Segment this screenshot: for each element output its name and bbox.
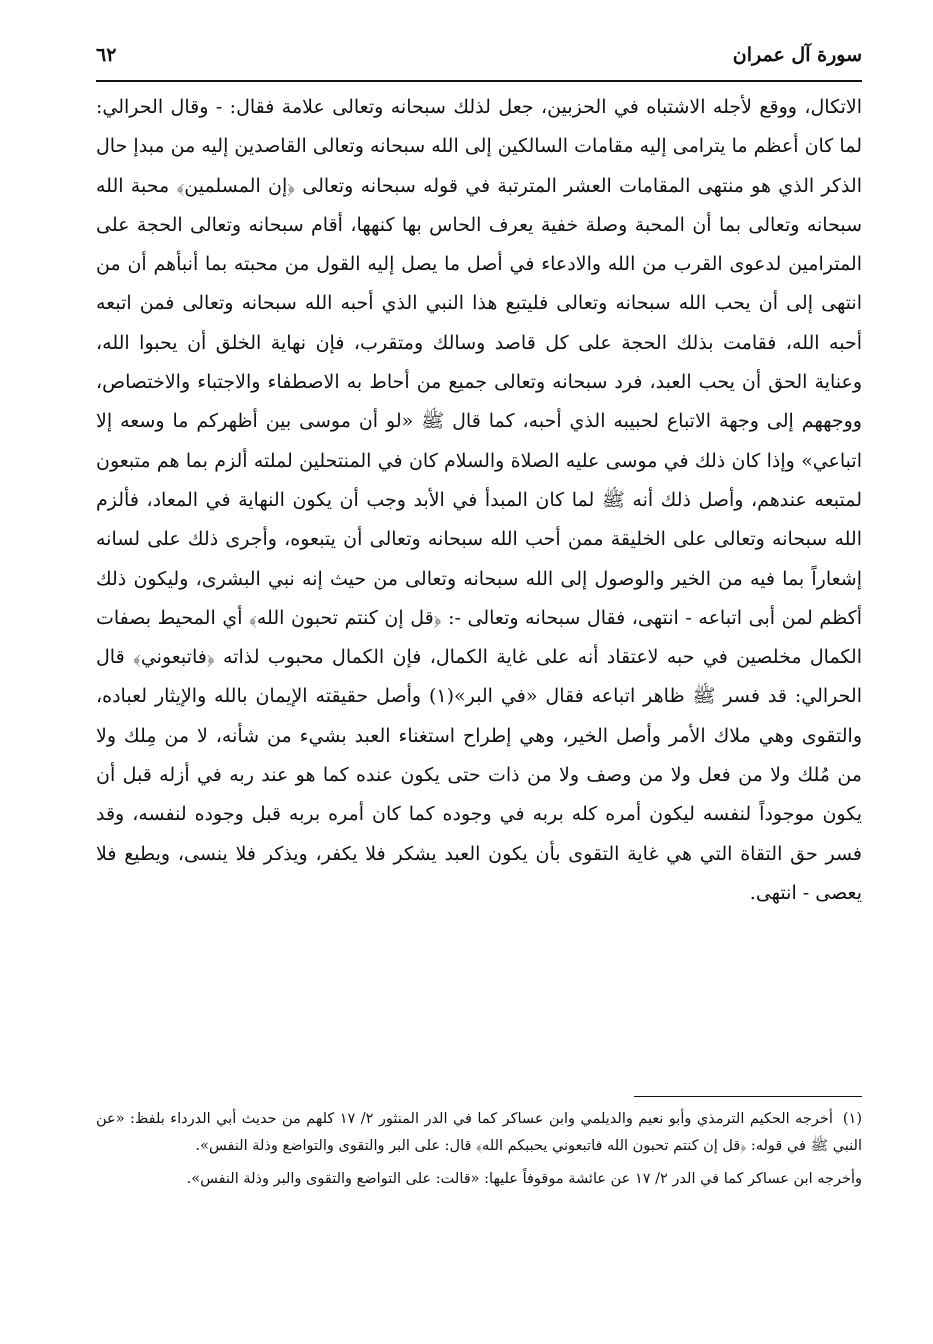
footnote-1 (96, 1106, 862, 1160)
main-paragraph: الاتكال، ووقع لأجله الاشتباه في الحزبين، جعل لذلك سبحانه وتعالى علامة فقال: - وقال الحرالي: لما كان أعظم ما يترامى إليه مقامات السالكين إلى الله سبحانه وتعالى القاصدين إليه من مبدإ حال الذكر الذي هو منتهى المقامات العشر المترتبة في قوله سبحانه وتعالى ﴿إن المسلمين﴾ محبة الله سبحانه وتعالى بما أن المحبة وصلة خفية يعرف الحاس بها كنهها، أقام سبحانه وتعالى الحجة على المترامين لدعوى القرب من الله والادعاء في أصل ما يصل إليه القول من محبته بما أنبأهم أن من انتهى إلى أن يحب الله سبحانه وتعالى فليتبع هذا النبي الذي أحبه الله سبحانه وتعالى فمن اتبعه أحبه الله، فقامت بذلك الحجة على كل قاصد وسالك ومتقرب، فإن نهاية الخلق أن يحبوا الله، وعناية الحق أن يحب العبد، فرد سبحانه وتعالى جميع من أحاط به الاصطفاء والاجتباء والاختصاص، ووجههم إلى وجهة الاتباع لحبيبه الذي أحبه، كما قال ﷺ «لو أن موسى بين أظهركم ما وسعه إلا اتباعي» وإذا كان ذلك في موسى عليه الصلاة والسلام كان في المنتحلين لملته ألزم بما هم متبعون لمتبعه عندهم، وأصل ذلك أنه ﷺ لما كان المبدأ في الأبد وجب أن يكون النهاية في المعاد، فألزم الله سبحانه وتعالى على الخليقة ممن أحب الله سبحانه وتعالى أن يتبعوه، وأجرى ذلك على لسانه إشعاراً بما فيه من الخير والوصول إلى الله سبحانه وتعالى من حيث إنه نبي البشرى، وليكون ذلك أكظم لمن أبى اتباعه - انتهى، فقال سبحانه وتعالى -: ﴿قل إن كنتم تحبون الله﴾ أي المحيط بصفات الكمال مخلصين في حبه لاعتقاد أنه على غاية الكمال، فإن الكمال محبوب لذاته ﴿فاتبعوني﴾ قال الحرالي: قد فسر ﷺ ظاهر اتباعه فقال «في البر»(١) وأصل حقيقته الإيمان بالله والإيثار لعباده، والتقوى وهي ملاك الأمر وأصل الخير، وهي إطراح استغناء العبد بشيء من شأنه، لا من مِلك ولا من مُلك ولا من فعل ولا من وصف ولا من ذات حتى يكون عنده كما هو عند ربه في أزله قبل أن يكون موجوداً لنفسه ليكون أمره كله بربه في وجوده كما كان أمره بربه قبل وجوده لنفسه، وقد فسر حق التقاة التي هي غاية التقوى بأن يكون العبد يشكر فلا يكفر، ويذكر فلا ينسى، ويطيع فلا يعصى - انتهى. (96, 96, 862, 904)
footnote-text: أخرجه الحكيم الترمذي وأبو نعيم والديلمي وابن عساكر كما في الدر المنثور ٢/ ١٧ كلهم من حديث أبي الدرداء بلفظ: «عن النبي ﷺ في قوله: ﴿قل إن كنتم تحبون الله فاتبعوني يحببكم الله﴾ قال: على البر والتقوى والتواضع وذلة النفس». (96, 1111, 862, 1154)
page-number: ٦٢ (96, 44, 117, 66)
footnote-text: وأخرجه ابن عساكر كما في الدر ٢/ ١٧ عن عائشة موقوفاً عليها: «قالت: على التواضع والتقوى والبر وذلة النفس». (186, 1171, 862, 1187)
footnote-divider (634, 1096, 862, 1097)
page-header (96, 36, 862, 74)
header-divider (96, 80, 862, 82)
footnote-1-continued (96, 1166, 862, 1193)
surah-title: سورة آل عمران (732, 44, 862, 66)
footnote-number: (١) (842, 1111, 862, 1127)
main-text-block (96, 88, 862, 1078)
footnotes-block (96, 1106, 862, 1286)
